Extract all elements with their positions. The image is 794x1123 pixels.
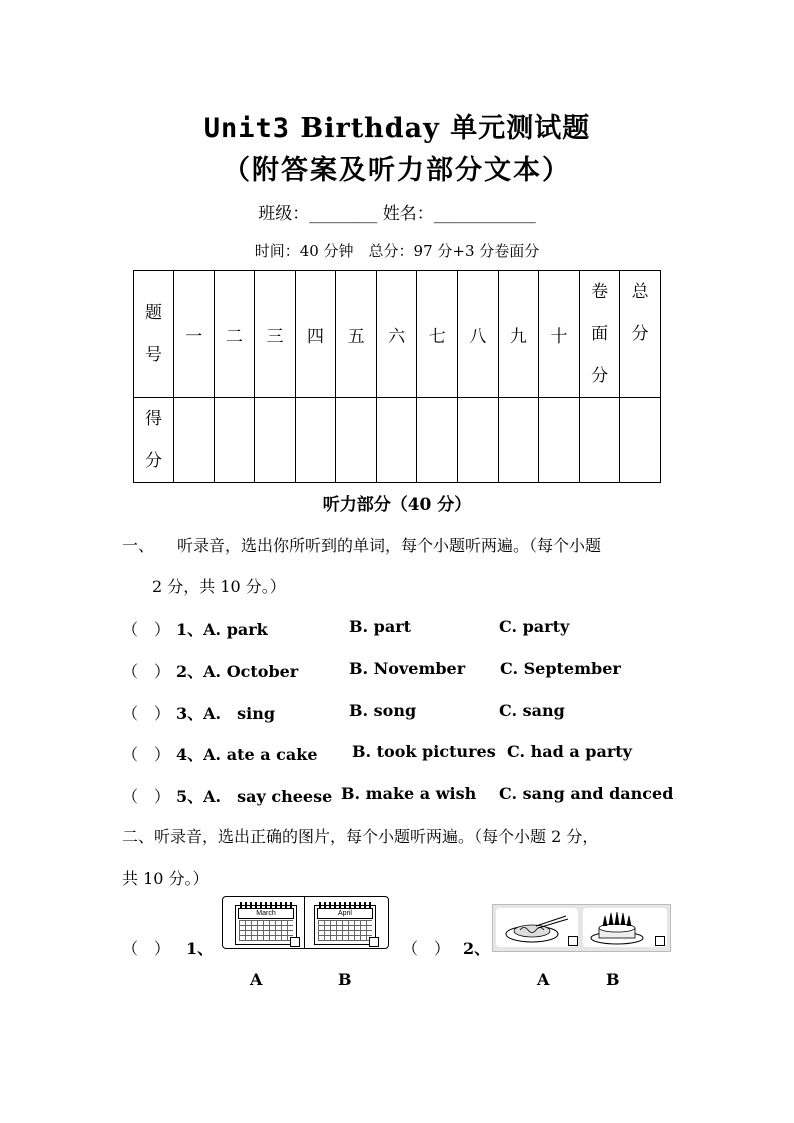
option-b-checkbox[interactable]	[369, 937, 379, 947]
score-cell[interactable]	[214, 398, 255, 483]
part1-num: 一、	[122, 536, 155, 555]
name-blank[interactable]: ____________	[433, 204, 536, 224]
col-header: 十	[539, 271, 580, 398]
option-b: B. took pictures	[352, 742, 496, 761]
option-a: A. October	[203, 662, 299, 681]
option-c: C. September	[500, 659, 621, 678]
col-header: 八	[458, 271, 499, 398]
col-header-juanmian	[579, 271, 620, 398]
col-header: 二	[214, 271, 255, 398]
answer-paren[interactable]: （ ）	[122, 939, 171, 958]
score-table-score-row	[134, 398, 661, 483]
header-label-char: 号	[145, 345, 162, 365]
calendar-month-label: March	[238, 908, 294, 919]
class-blank[interactable]: ________	[309, 204, 378, 224]
col-header: 四	[295, 271, 336, 398]
calendar-grid	[239, 920, 293, 941]
option-b: B. November	[349, 659, 466, 678]
picture-panel	[496, 908, 578, 947]
class-label: 班级：	[258, 204, 310, 224]
q2-picture-box	[492, 904, 671, 952]
option-a-checkbox[interactable]	[568, 936, 578, 946]
total-char: 分	[631, 324, 649, 344]
score-label-char: 得	[145, 409, 162, 429]
page-subtitle: （附答案及听力部分文本）	[223, 155, 571, 186]
score-cell[interactable]	[376, 398, 417, 483]
total-char: 总	[631, 282, 649, 302]
answer-paren[interactable]: （ ）	[122, 704, 171, 723]
class-name-line	[0, 199, 794, 224]
q1-picture-box	[222, 896, 389, 949]
score-cell[interactable]	[295, 398, 336, 483]
score-label-char: 分	[145, 451, 162, 471]
answer-paren[interactable]: （ ）	[122, 662, 171, 681]
part1-instruction-line1: 听录音，选出你所听到的单词，每个小题听两遍。（每个小题	[177, 536, 602, 555]
item-number: 5、	[176, 787, 204, 806]
score-cell[interactable]	[336, 398, 377, 483]
col-header: 六	[376, 271, 417, 398]
answer-paren[interactable]: （ ）	[122, 787, 171, 806]
col-header: 三	[255, 271, 296, 398]
option-a: A. ate a cake	[203, 745, 318, 764]
option-a: A. park	[203, 620, 268, 639]
col-header: 一	[174, 271, 215, 398]
part2-instruction-line1: 二、听录音，选出正确的图片，每个小题听两遍。（每个小题 2 分，	[122, 827, 599, 846]
score-label-cell	[134, 398, 174, 483]
score-cell[interactable]	[620, 398, 661, 483]
item-number: 2、	[463, 939, 491, 958]
item-number: 1、	[186, 939, 214, 958]
calendar-icon	[314, 905, 376, 945]
answer-paren[interactable]: （ ）	[122, 745, 171, 764]
page-title	[0, 106, 794, 145]
score-cell[interactable]	[498, 398, 539, 483]
option-c: C. had a party	[507, 742, 632, 761]
title-unit: Unit3	[203, 113, 290, 144]
option-b-checkbox[interactable]	[655, 936, 665, 946]
listening-heading: 听力部分（40 分）	[322, 495, 472, 515]
item-number: 4、	[176, 745, 204, 764]
option-c: C. sang	[499, 701, 565, 720]
col-header: 七	[417, 271, 458, 398]
part2-instruction-line2: 共 10 分。）	[122, 869, 209, 888]
juanmian-char: 分	[591, 366, 609, 386]
option-c: C. sang and danced	[499, 784, 674, 803]
score-cell[interactable]	[539, 398, 580, 483]
picture-panel	[583, 908, 667, 947]
option-b: B. song	[349, 701, 417, 720]
score-cell[interactable]	[579, 398, 620, 483]
option-b: B. part	[349, 617, 412, 636]
part1-instruction-line2: 2 分，共 10 分。）	[152, 577, 286, 596]
divider	[304, 897, 305, 948]
noodles-icon	[496, 908, 578, 947]
option-a: A. sing	[203, 704, 276, 723]
score-table	[133, 270, 661, 483]
item-number: 3、	[176, 704, 204, 723]
header-label-cell	[134, 271, 174, 398]
option-c: C. party	[499, 617, 570, 636]
calendar-icon	[235, 905, 297, 945]
calendar-month-label: April	[317, 908, 373, 919]
item-number: 1、	[176, 620, 204, 639]
answer-paren[interactable]: （ ）	[122, 620, 171, 639]
juanmian-char: 卷	[591, 282, 609, 302]
header-label-char: 题	[145, 303, 162, 323]
option-a-label: A	[250, 970, 263, 989]
score-cell[interactable]	[255, 398, 296, 483]
option-a: A. say cheese	[203, 787, 333, 806]
option-b: B. make a wish	[341, 784, 477, 803]
col-header-total	[620, 271, 661, 398]
time-score-line: 时间：40 分钟 总分：97 分+3 分卷面分	[254, 242, 540, 260]
col-header: 五	[336, 271, 377, 398]
item-number: 2、	[176, 662, 204, 681]
score-cell[interactable]	[174, 398, 215, 483]
score-cell[interactable]	[458, 398, 499, 483]
calendar-grid	[318, 920, 372, 941]
answer-paren[interactable]: （ ）	[402, 939, 451, 958]
juanmian-char: 面	[591, 324, 609, 344]
score-cell[interactable]	[417, 398, 458, 483]
option-b-label: B	[338, 970, 352, 989]
name-label: 姓名：	[377, 204, 434, 224]
score-table-header-row	[134, 271, 661, 398]
option-b-label: B	[606, 970, 620, 989]
col-header: 九	[498, 271, 539, 398]
option-a-label: A	[537, 970, 550, 989]
option-a-checkbox[interactable]	[290, 937, 300, 947]
title-rest: Birthday 单元测试题	[290, 113, 591, 144]
